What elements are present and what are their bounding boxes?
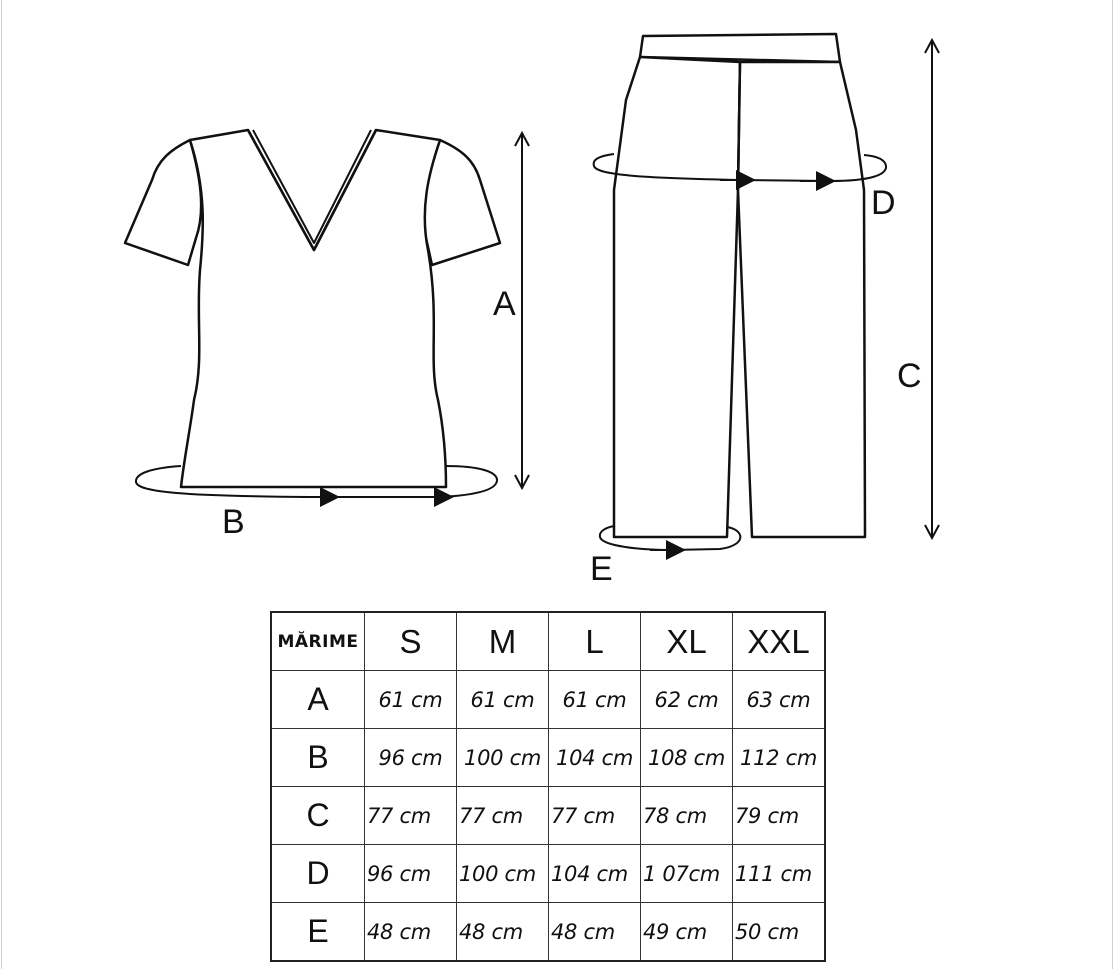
table-row — [271, 671, 825, 729]
size-header-l: L — [549, 612, 641, 671]
measurement-cell: 1 07cm — [641, 845, 733, 903]
measurement-cell: 96 cm — [365, 845, 457, 903]
measurement-cell: 79 cm — [733, 787, 826, 845]
measurement-cell: 48 cm — [549, 903, 641, 962]
measurement-cell: 61 cm — [549, 671, 641, 729]
measurement-cell: 104 cm — [549, 729, 641, 787]
tshirt-icon — [125, 130, 500, 487]
table-row — [271, 845, 825, 903]
row-label: C — [271, 787, 365, 845]
measurement-cell: 48 cm — [365, 903, 457, 962]
size-header-s: S — [365, 612, 457, 671]
size-header-m: M — [457, 612, 549, 671]
dimension-label-a: A — [493, 285, 516, 323]
measurement-cell: 104 cm — [549, 845, 641, 903]
measurement-cell: 63 cm — [733, 671, 826, 729]
pants-icon — [614, 34, 865, 537]
measurement-cell: 62 cm — [641, 671, 733, 729]
measurement-cell: 77 cm — [365, 787, 457, 845]
measurement-cell: 77 cm — [549, 787, 641, 845]
measurement-cell: 112 cm — [733, 729, 826, 787]
measurement-cell: 78 cm — [641, 787, 733, 845]
measurement-cell: 111 cm — [733, 845, 826, 903]
size-header-row — [271, 612, 825, 671]
measurement-cell: 108 cm — [641, 729, 733, 787]
size-header-xxl: XXL — [733, 612, 826, 671]
measurement-cell: 100 cm — [457, 845, 549, 903]
dimension-label-b: B — [222, 503, 245, 541]
measurement-cell: 96 cm — [365, 729, 457, 787]
pants-length-arrow — [925, 40, 939, 538]
row-label: A — [271, 671, 365, 729]
row-label: E — [271, 903, 365, 962]
dimension-label-d: D — [871, 184, 896, 222]
row-label: B — [271, 729, 365, 787]
shirt-length-arrow — [515, 133, 529, 488]
measurement-cell: 48 cm — [457, 903, 549, 962]
measurement-cell: 61 cm — [457, 671, 549, 729]
size-header-xl: XL — [641, 612, 733, 671]
table-row — [271, 729, 825, 787]
dimension-label-c: C — [897, 357, 922, 395]
table-row — [271, 903, 825, 962]
row-label: D — [271, 845, 365, 903]
table-row — [271, 787, 825, 845]
size-column-header: MĂRIME — [271, 612, 365, 671]
measurement-cell: 49 cm — [641, 903, 733, 962]
dimension-label-e: E — [590, 550, 613, 588]
measurement-cell: 61 cm — [365, 671, 457, 729]
measurement-cell: 77 cm — [457, 787, 549, 845]
size-chart-table — [270, 611, 826, 962]
measurement-cell: 50 cm — [733, 903, 826, 962]
measurement-cell: 100 cm — [457, 729, 549, 787]
